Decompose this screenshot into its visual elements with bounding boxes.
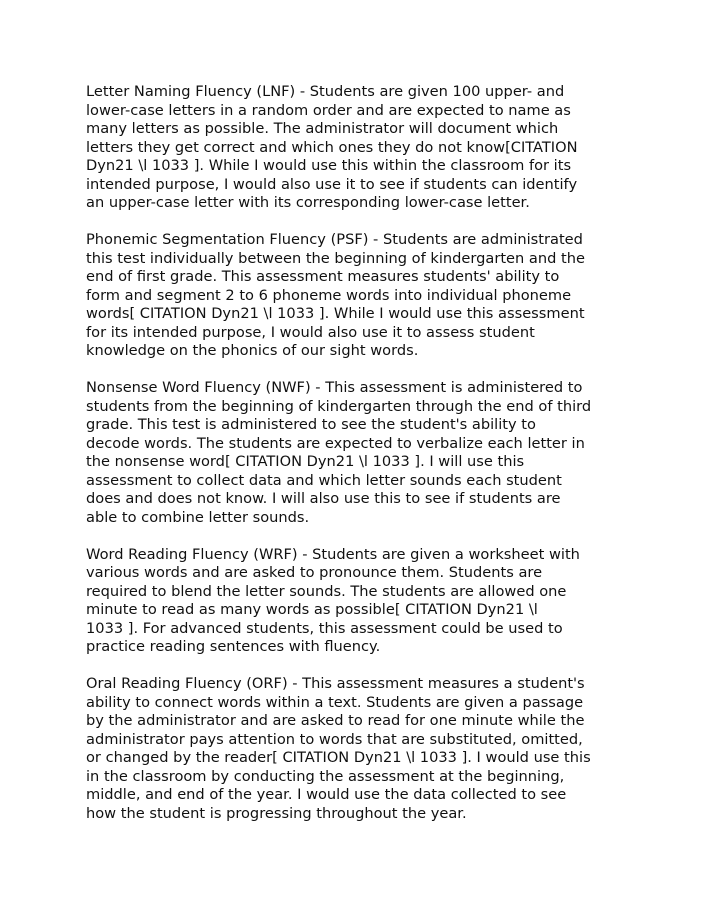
text-line: does and does not know. I will also use this to see if students are: [86, 490, 561, 507]
text-line: knowledge on the phonics of our sight words.: [86, 342, 419, 359]
text-line: decode words. The students are expected to verbalize each letter in: [86, 434, 585, 452]
text-line: lower-case letters in a random order and are expected to name as: [86, 101, 571, 119]
paragraph-orf: [86, 675, 646, 823]
text-line: Letter Naming Fluency (LNF) - Students are given 100 upper- and: [86, 83, 565, 100]
text-line: many letters as possible. The administrator will document which: [86, 120, 559, 137]
text-line: letters they get correct and which ones they do not know[CITATION: [86, 138, 578, 156]
text-line: an upper-case letter with its corresponding lower-case letter.: [86, 194, 530, 211]
text-line: Dyn21 \l 1033 ]. While I would use this within the classroom for its: [86, 157, 572, 174]
text-line: able to combine letter sounds.: [86, 508, 310, 526]
text-line: how the student is progressing throughout the year.: [86, 804, 467, 822]
text-line: assessment to collect data and which letter sounds each student: [86, 471, 562, 489]
paragraph-nwf: [86, 379, 646, 527]
text-line: words[ CITATION Dyn21 \l 1033 ]. While I would use this assessment: [86, 305, 585, 322]
document-body: [86, 83, 646, 823]
text-line: intended purpose, I would also use it to see if students can identify: [86, 175, 578, 193]
paragraph-psf: [86, 231, 646, 361]
text-line: Nonsense Word Fluency (NWF) - This assessment is administered to: [86, 379, 583, 396]
text-line: by the administrator and are asked to read for one minute while the: [86, 712, 585, 729]
text-line: for its intended purpose, I would also use it to assess student: [86, 323, 535, 341]
text-line: ability to connect words within a text. Students are given a passage: [86, 693, 584, 711]
text-line: 1033 ]. For advanced students, this assessment could be used to: [86, 619, 563, 637]
text-line: Word Reading Fluency (WRF) - Students are given a worksheet with: [86, 545, 580, 563]
text-line: students from the beginning of kindergarten through the end of third: [86, 397, 592, 415]
text-line: this test individually between the beginning of kindergarten and the: [86, 249, 585, 267]
paragraph-lnf: [86, 83, 646, 213]
text-line: grade. This test is administered to see the student's ability to: [86, 416, 536, 433]
text-line: minute to read as many words as possible[ CITATION Dyn21 \l: [86, 601, 538, 618]
text-line: middle, and end of the year. I would use the data collected to see: [86, 786, 567, 803]
text-line: required to blend the letter sounds. The students are allowed one: [86, 582, 567, 600]
text-line: administrator pays attention to words that are substituted, omitted,: [86, 730, 583, 748]
text-line: Phonemic Segmentation Fluency (PSF) - Students are administrated: [86, 231, 583, 248]
text-line: the nonsense word[ CITATION Dyn21 \l 1033 ]. I will use this: [86, 453, 525, 470]
text-line: form and segment 2 to 6 phoneme words into individual phoneme: [86, 286, 572, 304]
text-line: or changed by the reader[ CITATION Dyn21 \l 1033 ]. I would use this: [86, 749, 591, 766]
text-line: various words and are asked to pronounce them. Students are: [86, 564, 543, 581]
paragraph-wrf: [86, 546, 646, 657]
text-line: Oral Reading Fluency (ORF) - This assessment measures a student's: [86, 675, 585, 692]
text-line: practice reading sentences with fluency.: [86, 638, 381, 655]
text-line: in the classroom by conducting the assessment at the beginning,: [86, 767, 565, 785]
text-line: end of first grade. This assessment measures students' ability to: [86, 268, 560, 285]
